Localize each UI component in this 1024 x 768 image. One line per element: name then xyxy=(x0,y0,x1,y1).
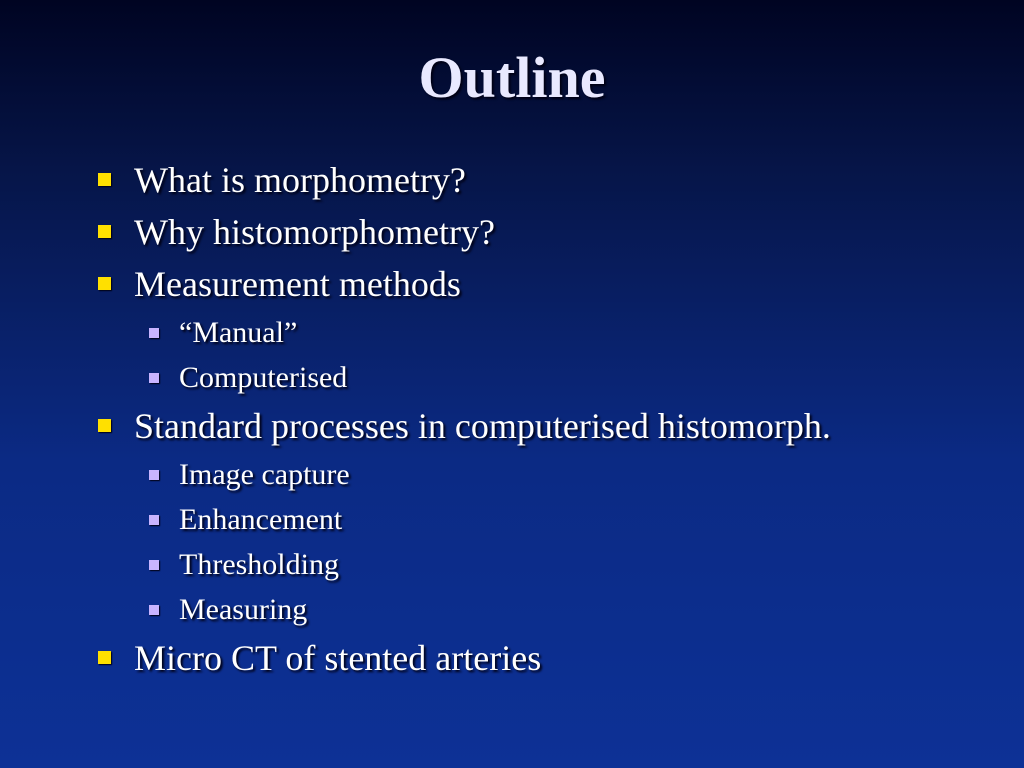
list-item xyxy=(96,400,1006,452)
sub-list-item xyxy=(96,355,1006,400)
sub-list-item-text: “Manual” xyxy=(179,316,298,349)
list-item xyxy=(96,258,1006,310)
sub-list-item xyxy=(96,587,1006,632)
square-bullet-icon xyxy=(98,277,111,290)
sub-list-item xyxy=(96,497,1006,542)
list-item xyxy=(96,154,1006,206)
outline-list xyxy=(96,154,1006,684)
square-bullet-icon xyxy=(149,560,159,570)
list-item-text: What is morphometry? xyxy=(134,160,466,200)
square-bullet-icon xyxy=(149,515,159,525)
list-item xyxy=(96,206,1006,258)
square-bullet-icon xyxy=(149,328,159,338)
square-bullet-icon xyxy=(98,419,111,432)
list-item xyxy=(96,632,1006,684)
sub-list-item xyxy=(96,452,1006,497)
list-item-text: Measurement methods xyxy=(134,264,461,304)
sub-list-item-text: Enhancement xyxy=(179,503,343,536)
square-bullet-icon xyxy=(149,605,159,615)
square-bullet-icon xyxy=(149,470,159,480)
list-item-text: Why histomorphometry? xyxy=(134,212,495,252)
sub-list-item-text: Measuring xyxy=(179,593,308,626)
square-bullet-icon xyxy=(98,173,111,186)
square-bullet-icon xyxy=(98,225,111,238)
square-bullet-icon xyxy=(149,373,159,383)
list-item-text: Standard processes in computerised histomorph. xyxy=(134,406,831,446)
sub-list-item xyxy=(96,310,1006,355)
sub-list-item xyxy=(96,542,1006,587)
sub-list-item-text: Computerised xyxy=(179,361,348,394)
square-bullet-icon xyxy=(98,651,111,664)
sub-list-item-text: Thresholding xyxy=(179,548,339,581)
list-item-text: Micro CT of stented arteries xyxy=(134,638,542,678)
sub-list-item-text: Image capture xyxy=(179,458,350,491)
slide-title: Outline xyxy=(418,45,606,110)
